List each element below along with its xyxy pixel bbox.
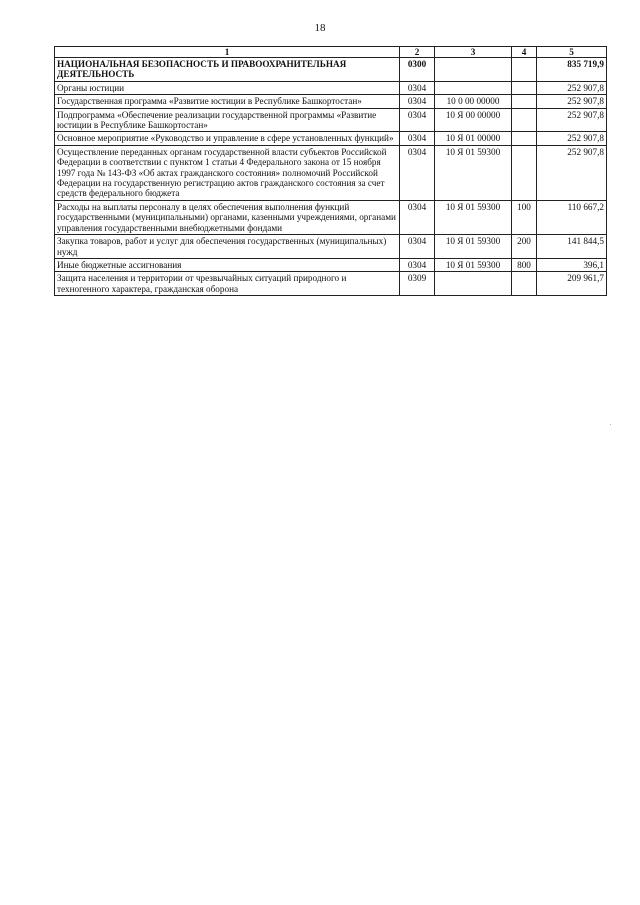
row-name: Основное мероприятие «Руководство и управление в сфере установленных функций»: [55, 132, 400, 145]
row-section: 0300: [400, 58, 435, 82]
row-expense-type: [512, 95, 537, 108]
table-row: [55, 58, 607, 82]
row-amount: 252 907,8: [537, 108, 607, 132]
row-section: 0304: [400, 81, 435, 94]
table-row: [55, 272, 607, 296]
scan-artifact: [610, 424, 611, 425]
header-col-2: 2: [400, 47, 435, 58]
header-col-5: 5: [537, 47, 607, 58]
row-amount: 252 907,8: [537, 145, 607, 200]
row-amount: 141 844,5: [537, 235, 607, 259]
row-target: 10 Я 01 59300: [435, 258, 512, 271]
table-row: [55, 235, 607, 259]
table-row: [55, 258, 607, 271]
row-name: Осуществление переданных органам государственной власти субъектов Российской Федерации в соответствии с пунктом 1 статьи 4 Федерального закона от 15 ноября 1997 года № 143-ФЗ «Об актах гражданского состояния» полномочий Российской Федерации на государственную регистрацию актов гражданского состояния за счет средств федерального бюджета: [55, 145, 400, 200]
row-target: [435, 58, 512, 82]
table-row: [55, 132, 607, 145]
row-section: 0304: [400, 145, 435, 200]
row-section: 0304: [400, 132, 435, 145]
row-amount: 252 907,8: [537, 95, 607, 108]
header-col-1: 1: [55, 47, 400, 58]
page-number: 18: [314, 22, 326, 34]
row-target: [435, 272, 512, 296]
row-target: 10 0 00 00000: [435, 95, 512, 108]
table-row: [55, 145, 607, 200]
row-expense-type: [512, 145, 537, 200]
row-target: 10 Я 01 59300: [435, 235, 512, 259]
row-section: 0304: [400, 235, 435, 259]
table-row: [55, 108, 607, 132]
header-col-4: 4: [512, 47, 537, 58]
row-target: 10 Я 01 59300: [435, 200, 512, 234]
table-row: [55, 95, 607, 108]
row-target: [435, 81, 512, 94]
row-name: Закупка товаров, работ и услуг для обеспечения государственных (муниципальных) нужд: [55, 235, 400, 259]
row-expense-type: [512, 81, 537, 94]
row-amount: 835 719,9: [537, 58, 607, 82]
row-target: 10 Я 01 59300: [435, 145, 512, 200]
table-row: [55, 81, 607, 94]
row-expense-type: [512, 108, 537, 132]
row-expense-type: 800: [512, 258, 537, 271]
table-row: [55, 200, 607, 234]
row-amount: 110 667,2: [537, 200, 607, 234]
row-section: 0304: [400, 200, 435, 234]
row-amount: 396,1: [537, 258, 607, 271]
row-amount: 252 907,8: [537, 132, 607, 145]
header-col-3: 3: [435, 47, 512, 58]
row-name: НАЦИОНАЛЬНАЯ БЕЗОПАСНОСТЬ И ПРАВООХРАНИТЕЛЬНАЯ ДЕЯТЕЛЬНОСТЬ: [55, 58, 400, 82]
row-name: Органы юстиции: [55, 81, 400, 94]
row-name: Расходы на выплаты персоналу в целях обеспечения выполнения функций государственными (муниципальными) органами, казенными учреждениями, органами управления государственными внебюджетными фондами: [55, 200, 400, 234]
row-expense-type: [512, 272, 537, 296]
budget-table: [54, 46, 607, 296]
row-target: 10 Я 01 00000: [435, 132, 512, 145]
row-amount: 252 907,8: [537, 81, 607, 94]
row-expense-type: [512, 132, 537, 145]
row-amount: 209 961,7: [537, 272, 607, 296]
row-target: 10 Я 00 00000: [435, 108, 512, 132]
row-expense-type: 100: [512, 200, 537, 234]
row-name: Подпрограмма «Обеспечение реализации государственной программы «Развитие юстиции в Республике Башкортостан»: [55, 108, 400, 132]
row-section: 0309: [400, 272, 435, 296]
row-expense-type: [512, 58, 537, 82]
row-name: Защита населения и территории от чрезвычайных ситуаций природного и техногенного характера, гражданская оборона: [55, 272, 400, 296]
row-section: 0304: [400, 108, 435, 132]
table-header-row: [55, 47, 607, 58]
row-section: 0304: [400, 95, 435, 108]
row-section: 0304: [400, 258, 435, 271]
row-name: Государственная программа «Развитие юстиции в Республике Башкортостан»: [55, 95, 400, 108]
row-expense-type: 200: [512, 235, 537, 259]
row-name: Иные бюджетные ассигнования: [55, 258, 400, 271]
